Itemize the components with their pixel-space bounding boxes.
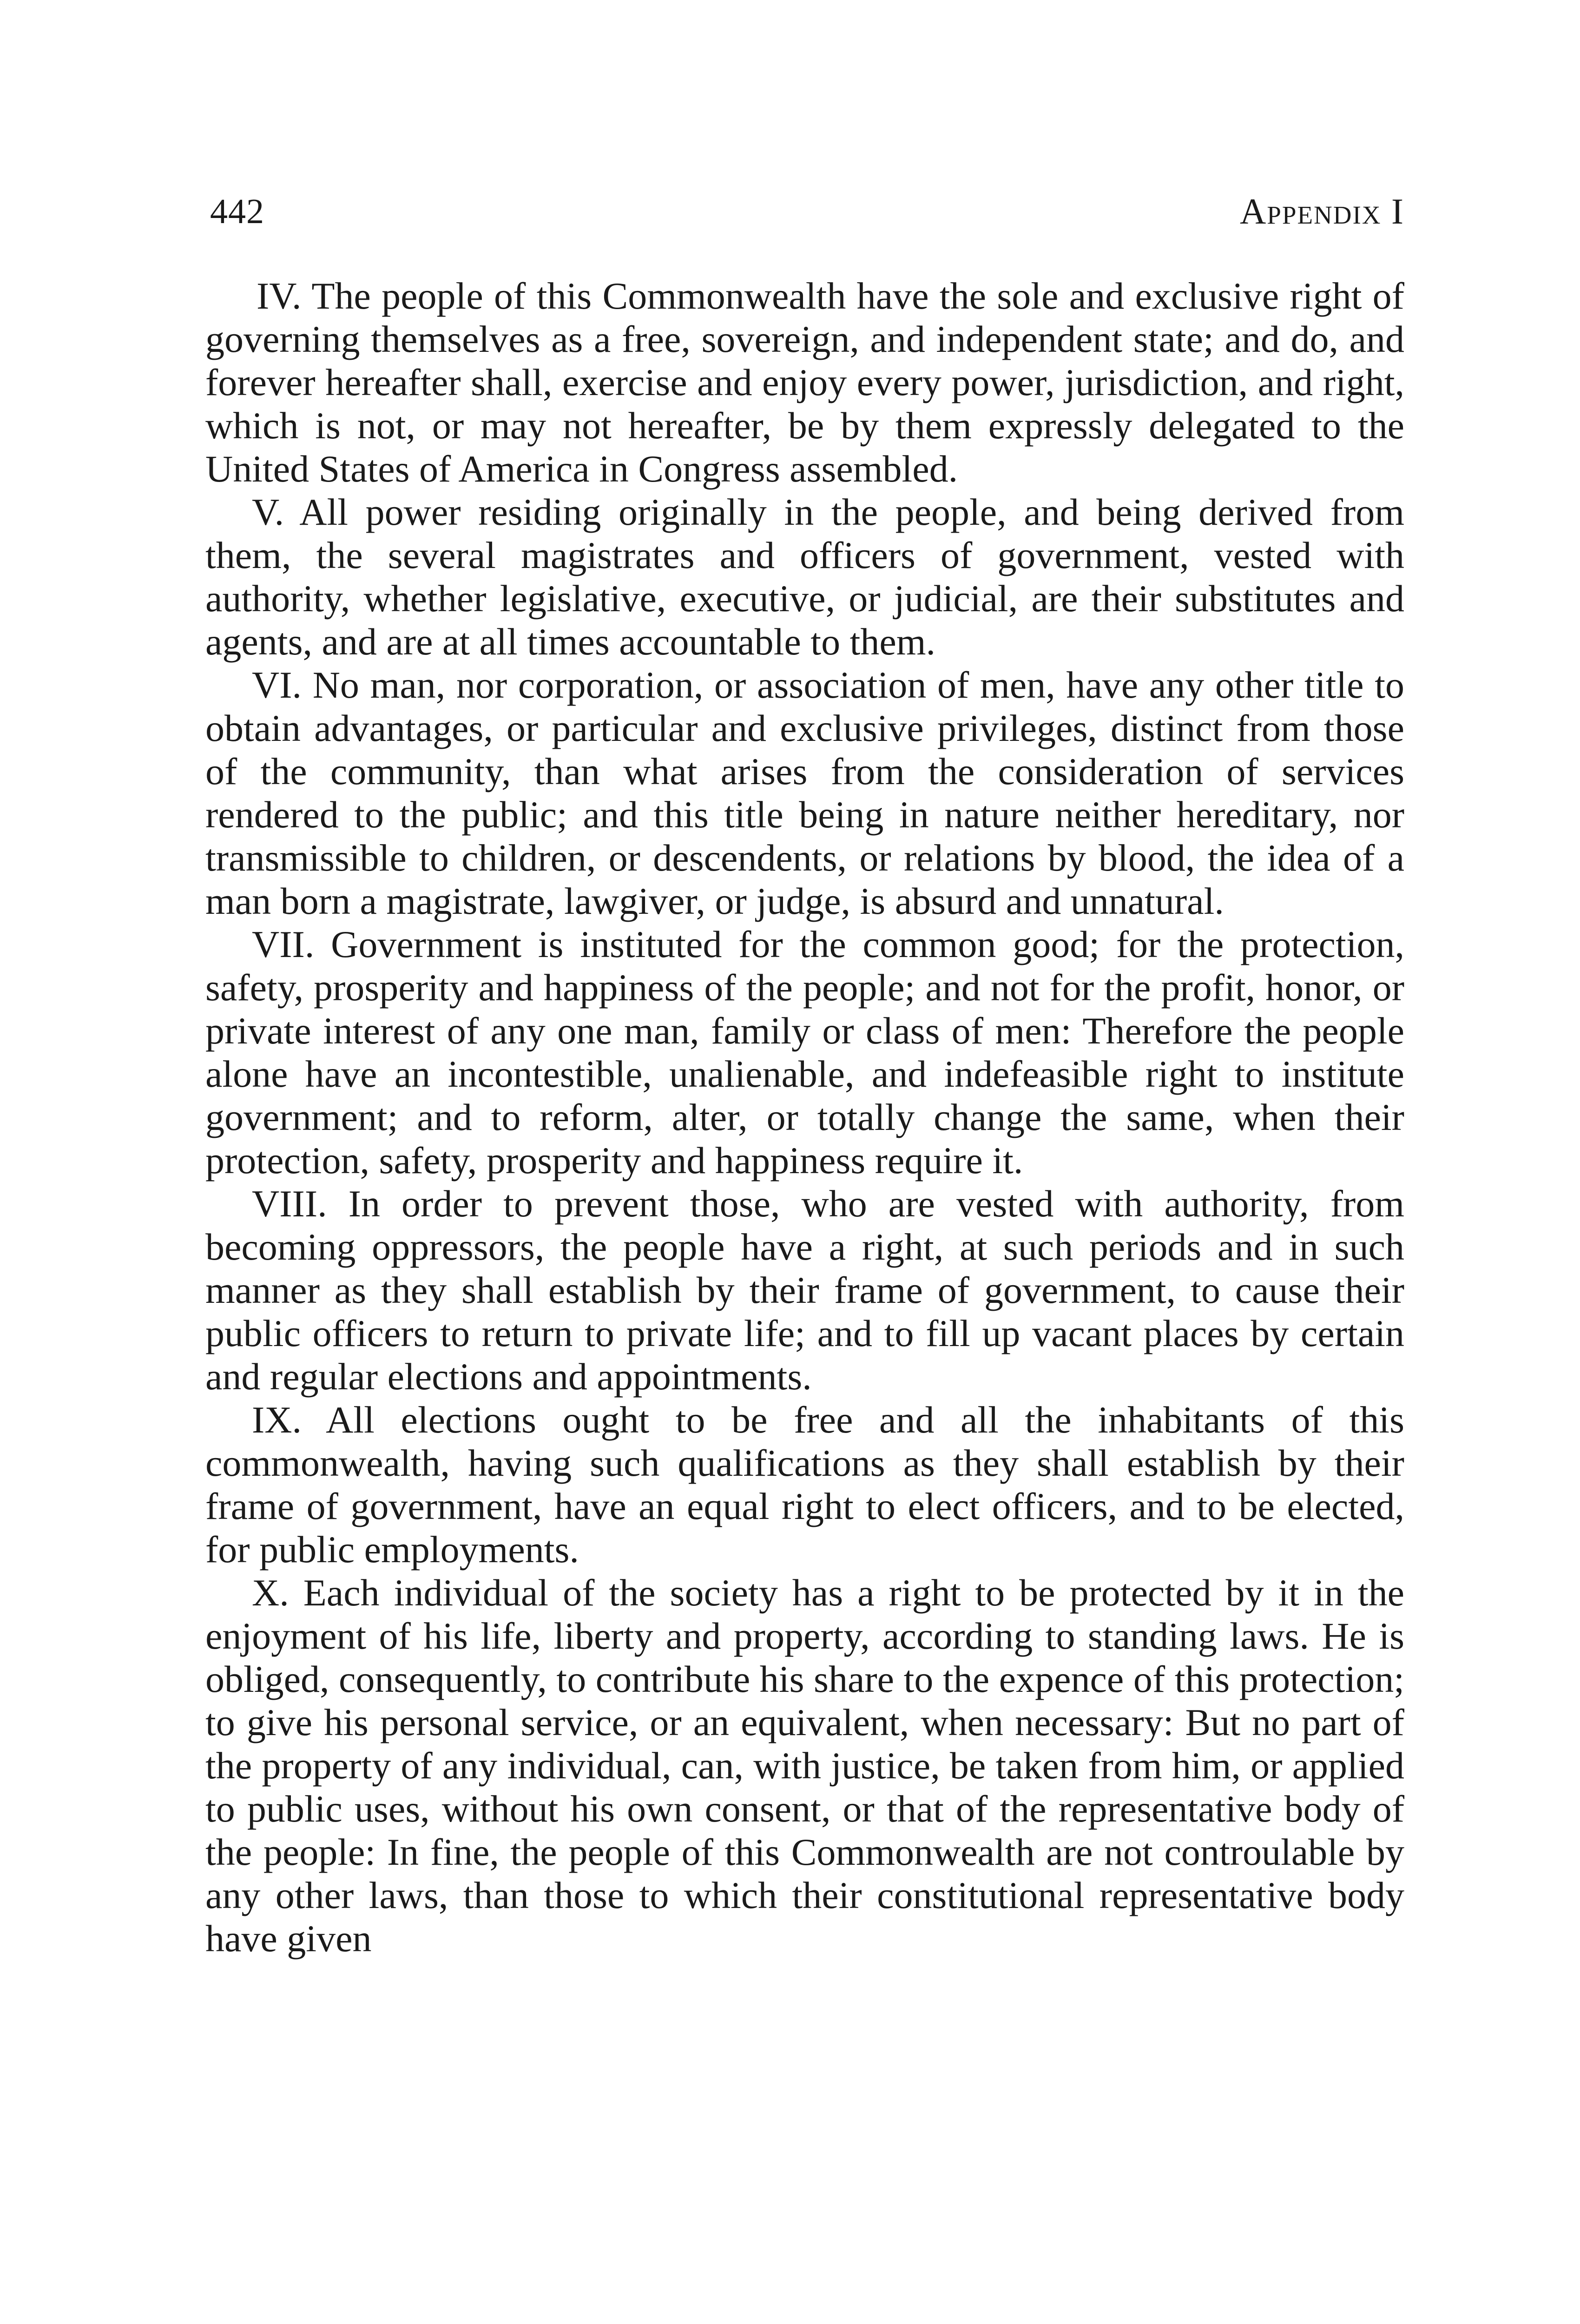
article-text: No man, nor corporation, or association of men, have any other title to obtain advantages, or particular and exclusive privileges, distinct from those of the community, than what arises from the consideration of services rendered to the public; and this title being in nature neither hereditary, nor transmissible to children, or descendents, or relations by blood, the idea of a man born a magistrate, lawgiver, or judge, is absurd and unnatural. xyxy=(205,664,1405,922)
article-text: Government is instituted for the common good; for the protection, safety, prosperity and happiness of the people; and not for the profit, honor, or private interest of any one man, family or class of men: Therefore the people alone have an incontestible, unalienable, and indefeasible right to institute government; and to reform, alter, or totally change the same, when their protection, safety, prosperity and happiness require it. xyxy=(205,923,1405,1182)
running-head xyxy=(205,186,1404,237)
article-numeral: IX. xyxy=(252,1399,302,1441)
article-x xyxy=(205,1571,1404,1960)
page-number: 442 xyxy=(210,192,264,231)
article-text: All power residing originally in the people, and being derived from them, the several magistrates and officers of government, vested with authority, whether legislative, executive, or judicial, are their substitutes and agents, and are at all times accountable to them. xyxy=(205,491,1404,663)
article-text-body xyxy=(205,274,1404,1960)
article-ix xyxy=(205,1398,1404,1571)
article-numeral: X. xyxy=(252,1571,289,1614)
article-text: Each individual of the society has a right to be protected by it in the enjoyment of his life, liberty and property, according to standing laws. He is obliged, consequently, to contribute his share to the expence of this protection; to give his personal service, or an equivalent, when necessary: But no part of the property of any individual, can, with justice, be taken from him, or applied to public uses, without his own consent, or that of the representative body of the people: In fine, the people of this Commonwealth are not controulable by any other laws, than those to which their constitutional representative body have given xyxy=(205,1571,1405,1960)
article-vi xyxy=(205,663,1404,923)
article-numeral: VII. xyxy=(252,923,315,965)
article-text: All elections ought to be free and all the inhabitants of this commonwealth, having such qualifications as they shall establish by their frame of government, have an equal right to elect officers, and to be elected, for public employments. xyxy=(205,1399,1404,1571)
running-title: Appendix I xyxy=(1239,191,1404,231)
article-numeral: V. xyxy=(252,491,284,533)
article-numeral: VIII. xyxy=(252,1182,327,1225)
article-iv xyxy=(205,274,1404,490)
article-text: The people of this Commonwealth have the sole and exclusive right of governing themselves as a free, sovereign, and independent state; and do, and forever hereafter shall, exercise and enjoy every power, jurisdiction, and right, which is not, or may not hereafter, be by them expressly delegated to the United States of America in Congress assembled. xyxy=(205,275,1404,490)
article-viii xyxy=(205,1182,1404,1398)
article-v xyxy=(205,490,1404,663)
article-numeral: VI. xyxy=(252,664,302,706)
article-text: In order to prevent those, who are vested with authority, from becoming oppressors, the people have a right, at such periods and in such manner as they shall establish by their frame of government, to cause their public officers to return to private life; and to fill up vacant places by certain and regular elections and appointments. xyxy=(205,1182,1404,1398)
article-vii xyxy=(205,923,1404,1182)
article-numeral: IV. xyxy=(257,275,302,317)
